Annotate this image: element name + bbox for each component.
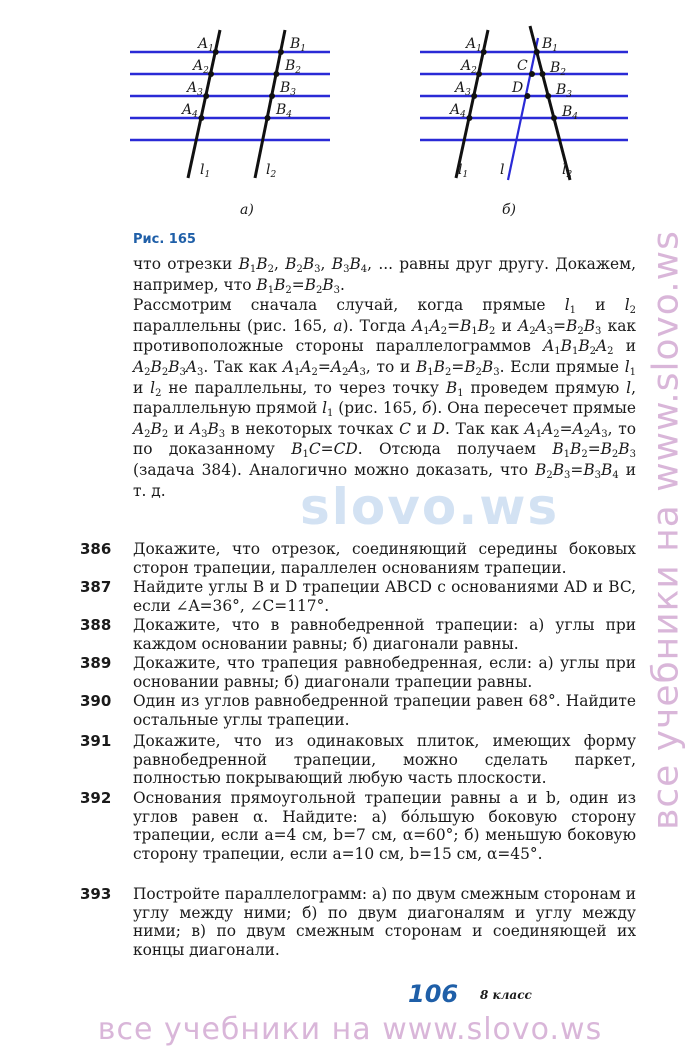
problem-390	[80, 692, 636, 729]
problem-391	[80, 732, 636, 788]
proof-paragraph-1: что отрезки $B_1B_2$, $B_2B_3$, $B_3B_4$, ... равны друг другу. Докажем, например, что $B_1B_2=B_2B_3$.	[133, 255, 636, 296]
side-watermark-text: все учебники на www.slovo.ws	[645, 230, 687, 830]
label-b1: $B_1$	[290, 36, 307, 54]
page-number: 106	[408, 980, 459, 1008]
label-a1: $A_1$	[198, 36, 214, 54]
problem-393	[80, 885, 636, 959]
label-a3: $A_3$	[187, 80, 203, 98]
label-l-b: l	[500, 162, 505, 178]
label-b-a3: $A_3$	[455, 80, 471, 98]
bottom-watermark: все учебники на www.slovo.ws	[97, 1012, 603, 1047]
problem-text: Основания прямоугольной трапеции равны a и b, один из углов равен α. Найдите: а) бо́льшую боковую сторону трапеции, если a=4 см, b=7 см, α=60°; б) меньшую боковую сторону трапеции, если a=10 см, b=15 см, α=45°.	[133, 789, 636, 863]
panel-b-label: б)	[502, 202, 517, 218]
label-a4: $A_4$	[182, 102, 198, 120]
proof-paragraph-2: Рассмотрим сначала случай, когда прямые $l_1$ и $l_2$ параллельны (рис. 165, а). Тогда $A_1A_2=B_1B_2$ и $A_2A_3=B_2B_3$ как противоположные стороны параллелограммов $A_1B_1B_2A_2$ и $A_2B_2B_3A_3$. Так как $A_1A_2=A_2A_3$, то и $B_1B_2=B_2B_3$. Если прямые $l_1$ и $l_2$ не параллельны, то через точку $B_1$ проведем прямую l, параллельную прямой $l_1$ (рис. 165, б). Она пересечет прямые $A_2B_2$ и $A_3B_3$ в некоторых точках C и D. Так как $A_1A_2=A_2A_3$, то по доказанному $B_1C=CD$. Отсюда получаем $B_1B_2=B_2B_3$ (задача 384). Аналогично можно доказать, что $B_2B_3=B_3B_4$ и т. д.	[133, 296, 637, 500]
label-l2-b: $l_2$	[562, 162, 573, 180]
problem-text: Найдите углы B и D трапеции ABCD с основаниями AD и BC, если ∠A=36°, ∠C=117°.	[133, 578, 636, 615]
problem-number: 389	[80, 654, 112, 672]
problem-number: 392	[80, 789, 112, 807]
label-a2: $A_2$	[193, 58, 209, 76]
figure-caption: Рис. 165	[133, 232, 196, 247]
theorem-proof-text	[133, 254, 636, 501]
problem-text: Докажите, что трапеция равнобедренная, если: а) углы при основании равны; б) диагонали трапеции равны.	[133, 654, 636, 691]
label-l2-a: $l_2$	[266, 162, 277, 180]
label-l1-b: $l_1$	[458, 162, 469, 180]
label-b-b1: $B_1$	[542, 36, 559, 54]
problem-text: Докажите, что в равнобедренной трапеции: а) углы при каждом основании равны; б) диагонали равны.	[133, 616, 636, 653]
label-b4: $B_4$	[276, 102, 293, 120]
label-b-b2: $B_2$	[550, 60, 567, 78]
problem-389	[80, 654, 636, 691]
side-watermark	[642, 150, 690, 910]
problem-text: Постройте параллелограмм: а) по двум смежным сторонам и углу между ними; б) по двум диагоналям и углу между ними; в) по двум смежным сторонам и соединяющей их концы диагонали.	[133, 885, 636, 959]
problem-number: 391	[80, 732, 112, 750]
label-b-b4: $B_4$	[562, 104, 579, 122]
problem-number: 393	[80, 885, 112, 903]
panel-a-label: а)	[240, 202, 254, 218]
problem-392	[80, 789, 636, 863]
label-b2: $B_2$	[285, 58, 302, 76]
grade-label: 8 класс	[480, 988, 532, 1002]
problem-text: Один из углов равнобедренной трапеции равен 68°. Найдите остальные углы трапеции.	[133, 692, 636, 729]
label-b-a1: $A_1$	[466, 36, 482, 54]
label-b-a4: $A_4$	[450, 102, 466, 120]
problem-number: 386	[80, 540, 112, 558]
label-d: D	[512, 80, 524, 96]
panel-a-points	[198, 49, 284, 121]
problem-388	[80, 616, 636, 653]
label-l1-a: $l_1$	[200, 162, 211, 180]
problem-386	[80, 540, 636, 577]
problem-number: 387	[80, 578, 112, 596]
problem-text: Докажите, что отрезок, соединяющий середины боковых сторон трапеции, параллелен основаниям трапеции.	[133, 540, 636, 577]
problem-387	[80, 578, 636, 615]
center-watermark: slovo.ws	[300, 478, 560, 536]
problem-number: 388	[80, 616, 112, 634]
figure-165	[130, 18, 640, 223]
problem-number: 390	[80, 692, 112, 710]
label-b-a2: $A_2$	[461, 58, 477, 76]
label-b3: $B_3$	[280, 80, 297, 98]
label-c: C	[517, 58, 528, 74]
problem-text: Докажите, что из одинаковых плиток, имеющих форму равнобедренной трапеции, можно сделать паркет, полностью покрывающий любую часть плоскости.	[133, 732, 636, 787]
label-b-b3: $B_3$	[556, 82, 573, 100]
